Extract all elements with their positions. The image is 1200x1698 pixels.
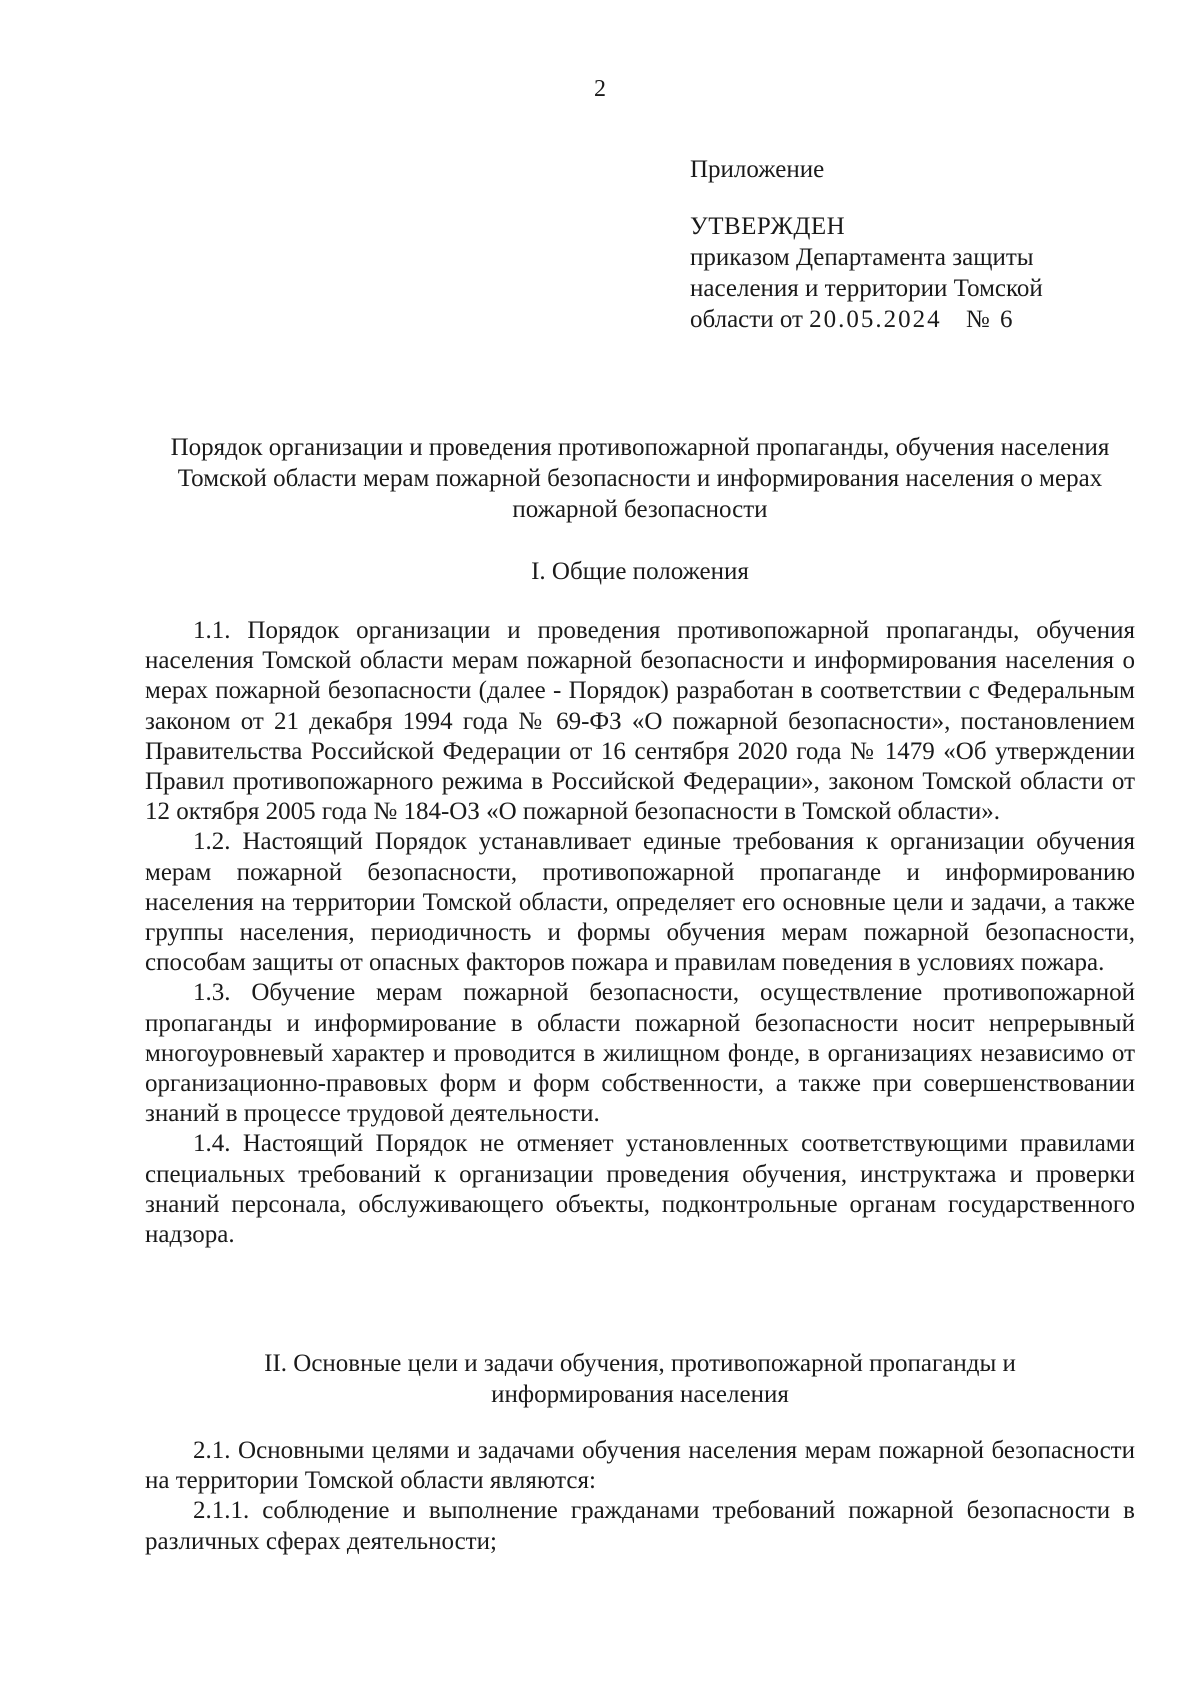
document-title: Порядок организации и проведения противопожарной пропаганды, обучения населения Томской области мерам пожарной безопасности и информирования населения о мерах пожарной безопасности xyxy=(170,434,1110,523)
section-1-body xyxy=(145,616,1135,1250)
approval-order-line-1: приказом Департамента защиты xyxy=(690,244,1034,271)
approval-date-prefix: области от xyxy=(690,306,803,333)
paragraph-2-1-1: 2.1.1. соблюдение и выполнение гражданами требований пожарной безопасности в различных сферах деятельности; xyxy=(145,1497,1135,1555)
section-2-body xyxy=(145,1436,1135,1557)
section-2-heading-line-2: информирования населения xyxy=(491,1381,789,1408)
paragraph-1-3: 1.3. Обучение мерам пожарной безопасности, осуществление противопожарной пропаганды и информирование в области пожарной безопасности носит непрерывный многоуровневый характер и проводится в жилищном фонде, в организациях независимо от организационно-правовых форм и форм собственности, а также при совершенствовании знаний в процессе трудовой деятельности. xyxy=(145,979,1135,1128)
paragraph-1-2: 1.2. Настоящий Порядок устанавливает единые требования к организации обучения мерам пожарной безопасности, противопожарной пропаганде и информированию населения на территории Томской области, определяет его основные цели и задачи, а также группы населения, периодичность и формы обучения мерам пожарной безопасности, способам защиты от опасных факторов пожара и правилам поведения в условиях пожара. xyxy=(145,828,1135,977)
annex-label: Приложение xyxy=(690,156,825,183)
page-number: 2 xyxy=(594,76,606,102)
section-1-heading: I. Общие положения xyxy=(531,558,749,585)
approval-date: 20.05.2024 xyxy=(809,306,942,333)
approval-order-line-2: населения и территории Томской xyxy=(690,275,1043,302)
paragraph-1-4: 1.4. Настоящий Порядок не отменяет установленных соответствующими правилами специальных требований к организации проведения обучения, инструктажа и проверки знаний персонала, обслуживающего объекты, подконтрольные органам государственного надзора. xyxy=(145,1130,1135,1249)
paragraph-1-1: 1.1. Порядок организации и проведения противопожарной пропаганды, обучения населения Томской области мерам пожарной безопасности и информирования населения о мерах пожарной безопасности (далее - Порядок) разработан в соответствии с Федеральным законом от 21 декабря 1994 года № 69-ФЗ «О пожарной безопасности», постановлением Правительства Российской Федерации от 16 сентября 2020 года № 1479 «Об утверждении Правил противопожарного режима в Российской Федерации», законом Томской области от 12 октября 2005 года № 184-ОЗ «О пожарной безопасности в Томской области». xyxy=(145,617,1135,826)
approved-label: УТВЕРЖДЕН xyxy=(690,213,846,240)
paragraph-2-1: 2.1. Основными целями и задачами обучения населения мерам пожарной безопасности на территории Томской области являются: xyxy=(145,1437,1135,1495)
section-2-heading xyxy=(145,1348,1135,1410)
approval-block xyxy=(690,154,1150,335)
section-2-heading-line-1: II. Основные цели и задачи обучения, противопожарной пропаганды и xyxy=(264,1350,1016,1377)
approval-order-line-3 xyxy=(690,304,1150,335)
approval-number: № 6 xyxy=(965,306,1015,333)
